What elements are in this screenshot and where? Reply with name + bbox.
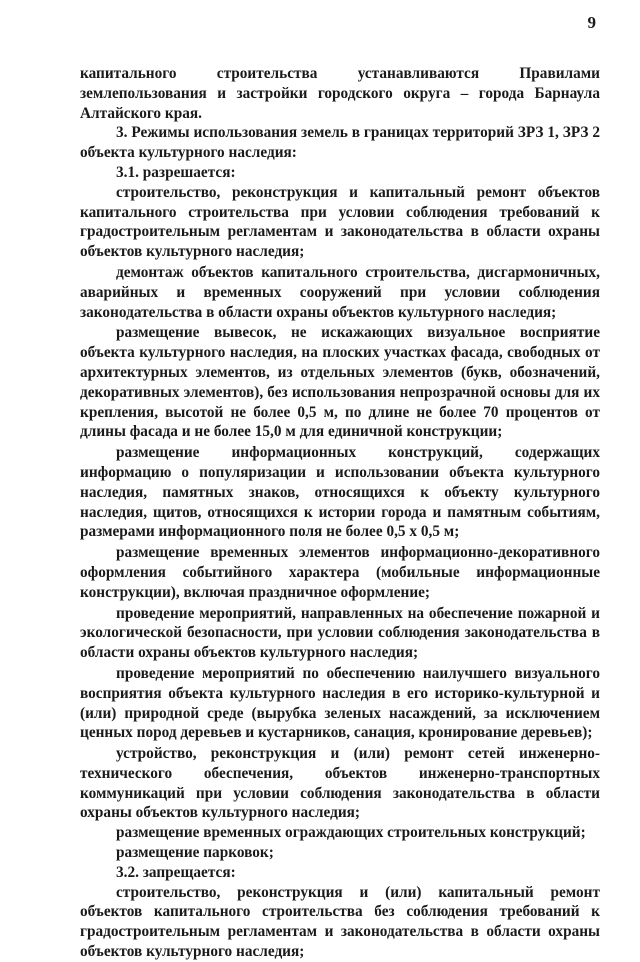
paragraph-allowed-fire-safety: проведение мероприятий, направленных на обеспечение пожарной и экологической безопасности, при условии соблюдения законодательства в области охраны объектов культурного наследия; (80, 604, 600, 662)
paragraph-section-3-heading: 3. Режимы использования земель в границах территорий ЗРЗ 1, ЗРЗ 2 объекта культурного наследия: (80, 124, 600, 162)
paragraph-allowed-parking: размещение парковок; (116, 844, 274, 862)
document-body (80, 64, 600, 962)
paragraph-allowed-demolition: демонтаж объектов капитального строительства, дисгармоничных, аварийных и временных сооружений при условии соблюдения законодательства в области охраны объектов культурного наследия; (80, 263, 600, 321)
page-number: 9 (587, 13, 596, 32)
paragraph-allowed-visual-perception: проведение мероприятий по обеспечению наилучшего визуального восприятия объекта культурного наследия в его историко-культурной и (или) природной среде (вырубка зеленых насаждений, за исключением ценных пород деревьев и кустарников, санация, кронирование деревьев); (80, 664, 600, 742)
paragraph-allowed-construction: строительство, реконструкция и капитальный ремонт объектов капитального строительства при условии соблюдения требований к градостроительным регламентам и законодательства в области охраны объектов культурного наследия; (80, 183, 600, 261)
paragraph-prohibited-construction: строительство, реконструкция и (или) капитальный ремонт объектов капитального строительства без соблюдения требований к градостроительным регламентам и законодательства в области охраны объектов культурного наследия; (80, 883, 600, 961)
paragraph-allowed-temporary-decor: размещение временных элементов информационно-декоративного оформления событийного характера (мобильные информационные конструкции), включая праздничное оформление; (80, 544, 600, 601)
paragraph-section-3-2-heading: 3.2. запрещается: (116, 863, 236, 881)
paragraph-section-3-1-heading: 3.1. разрешается: (116, 163, 236, 181)
paragraph-allowed-signs: размещение вывесок, не искажающих визуальное восприятие объекта культурного наследия, на плоских участках фасада, свободных от архитектурных элементов, из отдельных элементов (букв, обозначений, декоративных элементов), без использования непрозрачной основы для их крепления, высотой не более 0,5 м, по длине не более 70 процентов от длины фасада и не более 15,0 м для единичной конструкции; (80, 324, 600, 441)
paragraph-allowed-utility-networks: устройство, реконструкция и (или) ремонт сетей инженерно-технического обеспечения, объектов инженерно-транспортных коммуникаций при условии соблюдения законодательства в области охраны объектов культурного наследия; (80, 745, 600, 822)
paragraph-continuation: капитального строительства устанавливаются Правилами землепользования и застройки городского округа – города Барнаула Алтайского края. (80, 65, 600, 122)
paragraph-allowed-temporary-fences: размещение временных ограждающих строительных конструкций; (116, 824, 586, 842)
paragraph-allowed-info-structures: размещение информационных конструкций, содержащих информацию о популяризации и использовании объекта культурного наследия, памятных знаков, относящихся к объекту культурного наследия, щитов, относящихся к истории города и памятным событиям, размерами информационного поля не более 0,5 х 0,5 м; (80, 444, 600, 541)
